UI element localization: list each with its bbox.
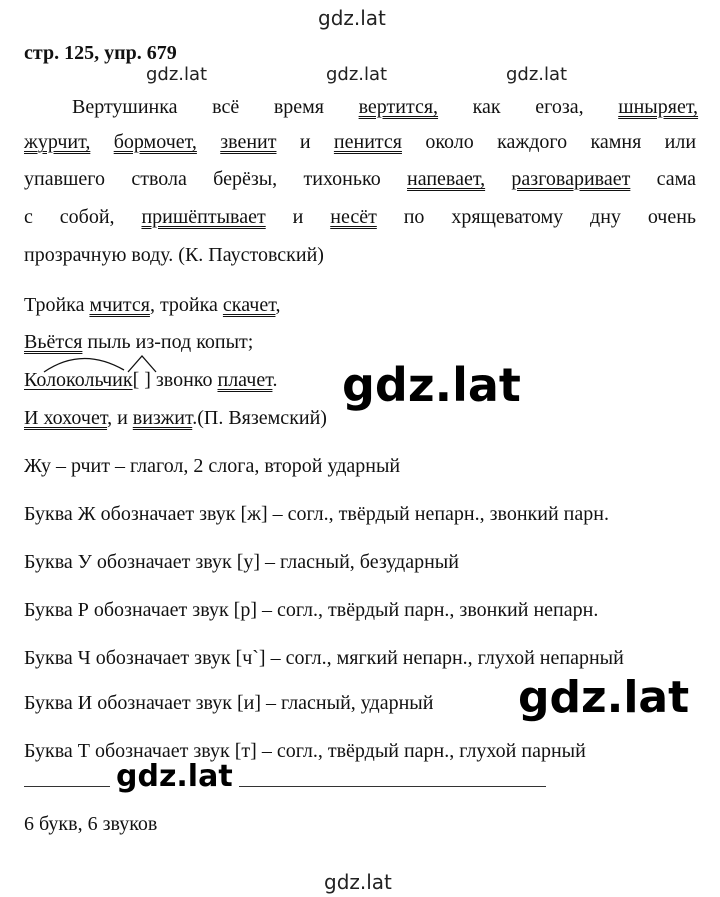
word: как xyxy=(472,96,501,118)
prose-line-1 xyxy=(24,97,698,117)
poem-text: , xyxy=(275,294,281,316)
predicate-word: Вьётся xyxy=(24,331,83,353)
syllable-analysis: Жу – рчит – глагол, 2 слога, второй ударный xyxy=(24,455,401,477)
prose-line-5: прозрачную воду. (К. Паустовский) xyxy=(24,244,324,266)
predicate-word: пришёптывает xyxy=(141,206,266,228)
word: время xyxy=(273,96,324,118)
root-arc xyxy=(44,358,124,372)
page-title: стр. 125, упр. 679 xyxy=(24,42,177,64)
poem-text: , тройка xyxy=(149,294,223,316)
watermark-bottom: gdz.lat xyxy=(324,870,392,894)
letter-row-6: Буква Т обозначает звук [т] – согл., твёрдый парн., глухой парный xyxy=(24,740,586,762)
predicate-word: напевает, xyxy=(407,168,486,190)
subject-word: Колокольчик xyxy=(24,369,133,391)
watermark-line1-a: gdz.lat xyxy=(146,64,208,85)
predicate-word: вертится, xyxy=(358,96,439,118)
poem-text: пыль из-под копыт; xyxy=(82,331,254,353)
suffix-angle xyxy=(128,356,156,372)
letter-row-5: Буква И обозначает звук [и] – гласный, ударный xyxy=(24,692,434,714)
letter-row-4: Буква Ч обозначает звук [ч`] – согл., мягкий непарн., глухой непарный xyxy=(24,647,624,669)
poem-line-1 xyxy=(24,295,280,315)
word: берёзы, xyxy=(213,168,278,190)
poem-text: Тройка xyxy=(24,294,90,316)
word: сама xyxy=(656,168,697,190)
predicate-word: бормочет, xyxy=(113,131,197,153)
predicate-word: звенит xyxy=(220,131,277,153)
predicate-word: несёт xyxy=(330,206,377,228)
word: около xyxy=(425,131,474,153)
predicate-word: плачет xyxy=(217,369,273,391)
poem-text: . xyxy=(272,369,278,391)
predicate-word: И хохочет xyxy=(24,407,108,429)
poem-text: , и xyxy=(107,407,133,429)
letter-row-2: Буква У обозначает звук [у] – гласный, безударный xyxy=(24,551,459,573)
prose-line-4 xyxy=(24,207,696,227)
word: хрящеватому xyxy=(451,206,564,228)
word: егоза, xyxy=(535,96,584,118)
word: каждого xyxy=(497,131,568,153)
watermark-top: gdz.lat xyxy=(318,6,386,30)
word: тихонько xyxy=(303,168,381,190)
divider-line xyxy=(24,786,546,787)
word: по xyxy=(403,206,425,228)
predicate-word: скачет xyxy=(222,294,276,316)
predicate-word: разговаривает xyxy=(511,168,631,190)
poem-line-4 xyxy=(24,408,327,428)
letter-row-1: Буква Ж обозначает звук [ж] – согл., твёрдый непарн., звонкий парн. xyxy=(24,503,609,525)
watermark-large-1: gdz.lat xyxy=(338,362,525,408)
word: ствола xyxy=(131,168,187,190)
poem-text: [ ] звонко xyxy=(132,369,218,391)
predicate-word: визжит xyxy=(132,407,193,429)
predicate-word: мчится xyxy=(89,294,150,316)
word: очень xyxy=(647,206,697,228)
word: или xyxy=(664,131,697,153)
summary-text: 6 букв, 6 звуков xyxy=(24,813,158,835)
word: дну xyxy=(590,206,621,228)
word: упавшего xyxy=(24,168,106,190)
word: камня xyxy=(590,131,642,153)
watermark-line1-c: gdz.lat xyxy=(506,64,568,85)
watermark-large-2: gdz.lat xyxy=(514,676,693,720)
watermark-large-3: gdz.lat xyxy=(110,762,239,792)
prose-line-2 xyxy=(24,132,696,152)
poem-text: .(П. Вяземский) xyxy=(192,407,327,429)
poem-line-2 xyxy=(24,332,253,352)
word: Вертушинка xyxy=(72,96,178,118)
morpheme-marks xyxy=(24,350,164,374)
word: и xyxy=(299,131,311,153)
word: всё xyxy=(212,96,240,118)
word: и xyxy=(292,206,304,228)
word: с xyxy=(24,206,33,228)
predicate-word: шныряет, xyxy=(618,96,699,118)
predicate-word: журчит, xyxy=(24,131,91,153)
letter-row-3: Буква Р обозначает звук [р] – согл., твёрдый парн., звонкий непарн. xyxy=(24,599,599,621)
prose-line-3 xyxy=(24,169,696,189)
word: собой, xyxy=(59,206,115,228)
predicate-word: пенится xyxy=(333,131,402,153)
watermark-line1-b: gdz.lat xyxy=(326,64,388,85)
